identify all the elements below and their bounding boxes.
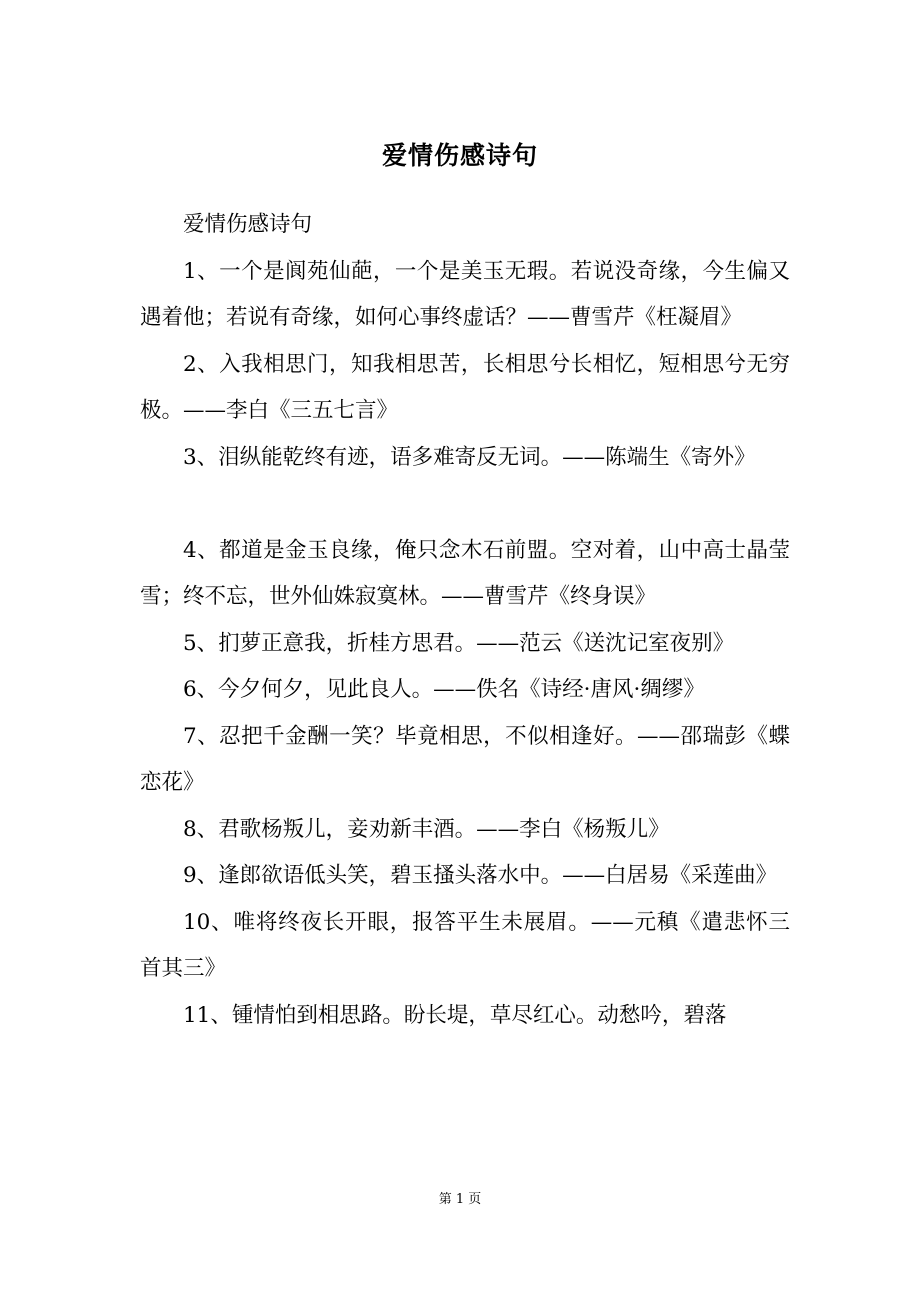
document-title: 爱情伤感诗句: [381, 141, 538, 170]
page-number: 第 1 页: [438, 1192, 482, 1207]
paragraph-poem-8: 8、君歌杨叛儿，妾劝新丰酒。——李白《杨叛儿》: [183, 816, 670, 842]
paragraph-poem-9: 9、逢郎欲语低头笑，碧玉搔头落水中。——白居易《采莲曲》: [183, 863, 778, 888]
paragraph-poem-11: 11、锺情怕到相思路。盼长堤，草尽红心。动愁吟，碧落: [183, 1002, 727, 1028]
paragraph-heading: 爱情伤感诗句: [183, 212, 313, 237]
paragraph-spacer: [140, 481, 790, 528]
paragraph-poem-5: 5、扪萝正意我，折桂方思君。——范云《送沈记室夜别》: [183, 630, 735, 656]
paragraph-poem-10: 10、唯将终夜长开眼，报答平生未展眉。——元稹《遣悲怀三首其三》: [140, 909, 790, 981]
paragraph-poem-6: 6、今夕何夕，见此良人。——佚名《诗经·唐风·绸缪》: [183, 677, 705, 702]
paragraph-poem-1: 1、一个是阆苑仙葩，一个是美玉无瑕。若说没奇缘，今生偏又遇着他；若说有奇缘，如何心事终虚话？——曹雪芹《枉凝眉》: [140, 258, 790, 330]
paragraph-poem-3: 3、泪纵能乾终有迹，语多难寄反无词。——陈端生《寄外》: [183, 444, 756, 470]
paragraph-poem-4: 4、都道是金玉良缘，俺只念木石前盟。空对着，山中高士晶莹雪；终不忘，世外仙姝寂寞林。——曹雪芹《终身误》: [140, 537, 790, 609]
paragraph-poem-7: 7、忍把千金酬一笑？毕竟相思，不似相逢好。——邵瑞彭《蝶恋花》: [140, 723, 790, 795]
paragraph-poem-2: 2、入我相思门，知我相思苦，长相思兮长相忆，短相思兮无穷极。——李白《三五七言》: [140, 351, 790, 423]
document-body: [140, 202, 790, 1039]
